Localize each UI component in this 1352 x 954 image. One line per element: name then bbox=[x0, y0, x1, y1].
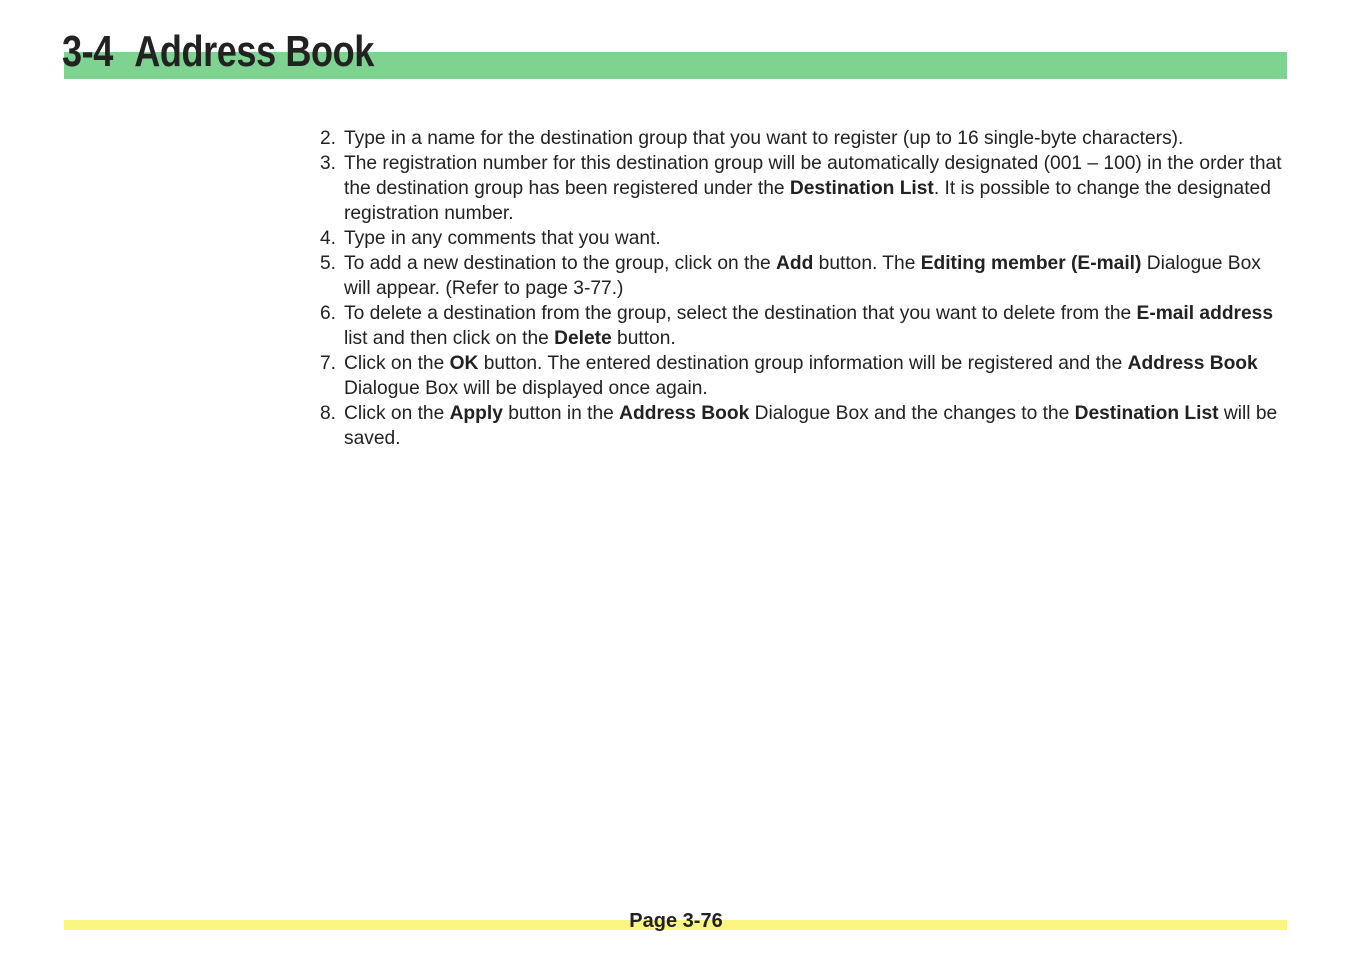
step-text bbox=[344, 153, 1282, 224]
list-item bbox=[320, 351, 1292, 401]
list-item bbox=[320, 251, 1292, 301]
ui-term: Add bbox=[776, 253, 814, 274]
text-run: Dialogue Box will appear. (Refer to page 3-77.) bbox=[344, 253, 1261, 299]
step-number: 2. bbox=[320, 128, 337, 149]
instruction-steps bbox=[320, 126, 1292, 451]
ui-term: Editing member (E-mail) bbox=[920, 253, 1142, 274]
text-run: . It is possible to change the designated registration number. bbox=[344, 178, 1271, 224]
step-number: 3. bbox=[320, 153, 337, 174]
section-number: 3-4 bbox=[62, 27, 113, 76]
ui-term: Address Book bbox=[619, 403, 750, 424]
text-run: Dialogue Box and the changes to the bbox=[749, 403, 1075, 424]
text-run: To delete a destination from the group, select the destination that you want to delete from the bbox=[344, 303, 1137, 324]
section-title: Address Book bbox=[134, 27, 374, 76]
text-run: button. The bbox=[813, 253, 921, 274]
text-run: Click on the bbox=[344, 403, 450, 424]
ui-term: Apply bbox=[449, 403, 503, 424]
step-text bbox=[344, 303, 1273, 349]
ui-term: Address Book bbox=[1127, 353, 1258, 374]
list-item bbox=[320, 401, 1292, 451]
step-number: 7. bbox=[320, 353, 337, 374]
step-text bbox=[344, 353, 1258, 399]
page-number: Page 3-76 bbox=[629, 910, 723, 932]
ui-term: Destination List bbox=[1074, 403, 1219, 424]
list-item bbox=[320, 226, 1292, 251]
text-run: Click on the bbox=[344, 353, 450, 374]
step-text bbox=[344, 128, 1183, 149]
text-run: To add a new destination to the group, click on the bbox=[344, 253, 776, 274]
text-run: The registration number for this destination group will be automatically designated (001 – 100) in the order that the destination group has been registered under the bbox=[344, 153, 1282, 199]
step-text bbox=[344, 403, 1277, 449]
list-item bbox=[320, 151, 1292, 226]
ui-term: Delete bbox=[554, 328, 612, 349]
text-run: will be saved. bbox=[344, 403, 1278, 449]
step-number: 5. bbox=[320, 253, 337, 274]
text-run: button in the bbox=[502, 403, 620, 424]
text-run: button. bbox=[611, 328, 676, 349]
ui-term: Destination List bbox=[789, 178, 934, 199]
step-text bbox=[344, 228, 661, 249]
text-run: Type in any comments that you want. bbox=[344, 228, 661, 249]
list-item bbox=[320, 126, 1292, 151]
page-title bbox=[62, 24, 374, 80]
ui-term: E-mail address bbox=[1136, 303, 1274, 324]
text-run: button. The entered destination group information will be registered and the bbox=[478, 353, 1128, 374]
text-run: Dialogue Box will be displayed once again. bbox=[344, 378, 708, 399]
step-number: 4. bbox=[320, 228, 337, 249]
step-text bbox=[344, 253, 1261, 299]
step-number: 6. bbox=[320, 303, 337, 324]
step-number: 8. bbox=[320, 403, 337, 424]
list-item bbox=[320, 301, 1292, 351]
text-run: list and then click on the bbox=[344, 328, 555, 349]
text-run: Type in a name for the destination group that you want to register (up to 16 single-byte characters). bbox=[344, 128, 1184, 149]
ui-term: OK bbox=[449, 353, 479, 374]
